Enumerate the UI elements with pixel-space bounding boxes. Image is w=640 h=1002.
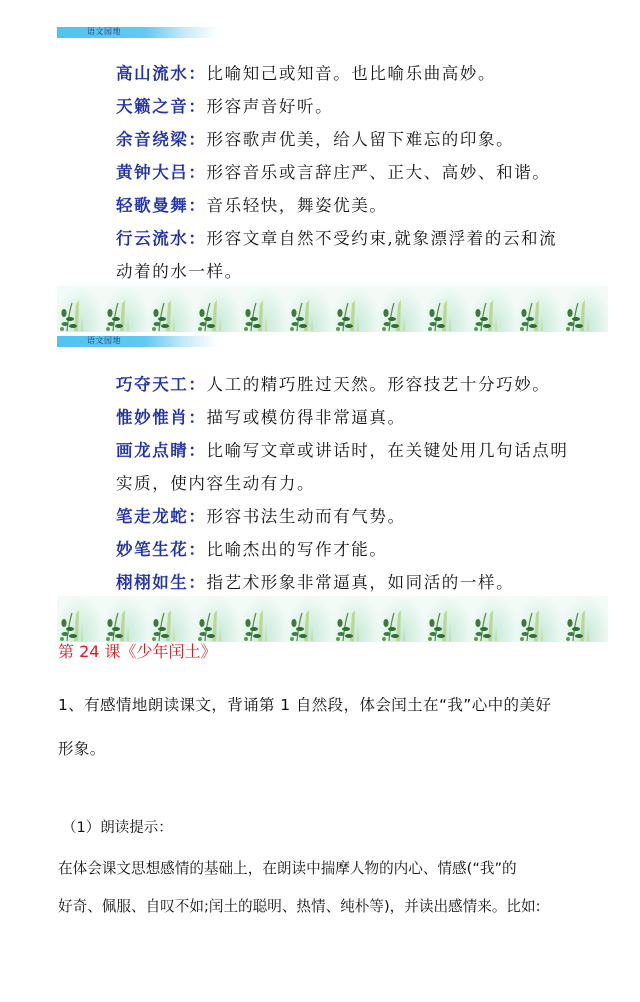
idiom-definition: 人工的精巧胜过天然。形容技艺十分巧妙。 — [206, 375, 551, 394]
idiom-item-continuation — [116, 255, 586, 288]
idiom-definition: 音乐轻快，舞姿优美。 — [206, 196, 388, 215]
task-paragraph — [58, 683, 618, 771]
idiom-item — [116, 57, 586, 90]
idiom-term: 惟妙惟肖： — [116, 408, 207, 427]
idiom-item — [116, 566, 586, 599]
idiom-term: 黄钟大吕： — [116, 163, 207, 182]
idiom-term: 天籁之音： — [116, 97, 207, 116]
paragraph-line: 好奇、佩服、自叹不如;闰土的聪明、热情、纯朴等)，并读出感情来。比如: — [58, 898, 541, 915]
reading-tips-heading: （1）朗读提示： — [62, 820, 173, 836]
idiom-definition: 指艺术形象非常逼真，如同活的一样。 — [206, 573, 515, 592]
section-banner-label: 语文园地 — [87, 336, 121, 345]
idiom-item — [116, 500, 586, 533]
idiom-term: 妙笔生花： — [116, 540, 207, 559]
plant-decoration-band — [57, 596, 608, 642]
idiom-item — [116, 434, 586, 467]
idiom-definition: 比喻写文章或讲话时，在关键处用几句话点明 — [206, 441, 569, 460]
idiom-item — [116, 123, 586, 156]
idiom-term: 行云流水： — [116, 229, 207, 248]
plant-icon — [57, 286, 608, 332]
idiom-definition: 形容书法生动而有气势。 — [206, 507, 406, 526]
idiom-term: 轻歌曼舞： — [116, 196, 207, 215]
section-banner — [57, 27, 217, 38]
idiom-list — [116, 57, 586, 288]
idiom-definition: 描写或模仿得非常逼真。 — [206, 408, 406, 427]
idiom-item — [116, 533, 586, 566]
idiom-item — [116, 222, 586, 255]
idiom-term: 笔走龙蛇： — [116, 507, 207, 526]
idiom-item — [116, 156, 586, 189]
idiom-term: 巧夺天工： — [116, 375, 207, 394]
idiom-item — [116, 189, 586, 222]
idiom-term: 余音绕梁： — [116, 130, 207, 149]
task-line: 形象。 — [58, 740, 106, 758]
idiom-list — [116, 368, 586, 599]
idiom-definition: 形容音乐或言辞庄严、正大、高妙、和谐。 — [206, 163, 551, 182]
idiom-definition: 实质，使内容生动有力。 — [116, 474, 316, 493]
plant-decoration-band — [57, 286, 608, 332]
idiom-definition: 比喻知己或知音。也比喻乐曲高妙。 — [206, 64, 497, 83]
section-banner — [57, 336, 217, 347]
idiom-term: 高山流水： — [116, 64, 207, 83]
lesson-title: 第 24 课《少年闰土》 — [58, 642, 217, 661]
reading-tips-paragraph — [58, 850, 618, 926]
idiom-item — [116, 368, 586, 401]
idiom-definition: 形容歌声优美，给人留下难忘的印象。 — [206, 130, 515, 149]
idiom-item-continuation — [116, 467, 586, 500]
plant-icon — [57, 596, 608, 642]
section-banner-label: 语文园地 — [87, 27, 121, 36]
idiom-item — [116, 90, 586, 123]
idiom-definition: 形容声音好听。 — [206, 97, 334, 116]
idiom-term: 栩栩如生： — [116, 573, 207, 592]
idiom-item — [116, 401, 586, 434]
paragraph-line: 在体会课文思想感情的基础上，在朗读中揣摩人物的内心、情感(“我”的 — [58, 860, 517, 877]
idiom-definition: 动着的水一样。 — [116, 262, 243, 281]
idiom-term: 画龙点睛： — [116, 441, 207, 460]
task-line: 1、有感情地朗读课文，背诵第 1 自然段，体会闰土在“我”心中的美好 — [58, 696, 552, 714]
idiom-definition: 形容文章自然不受约束,就象漂浮着的云和流 — [206, 229, 558, 248]
idiom-definition: 比喻杰出的写作才能。 — [206, 540, 388, 559]
